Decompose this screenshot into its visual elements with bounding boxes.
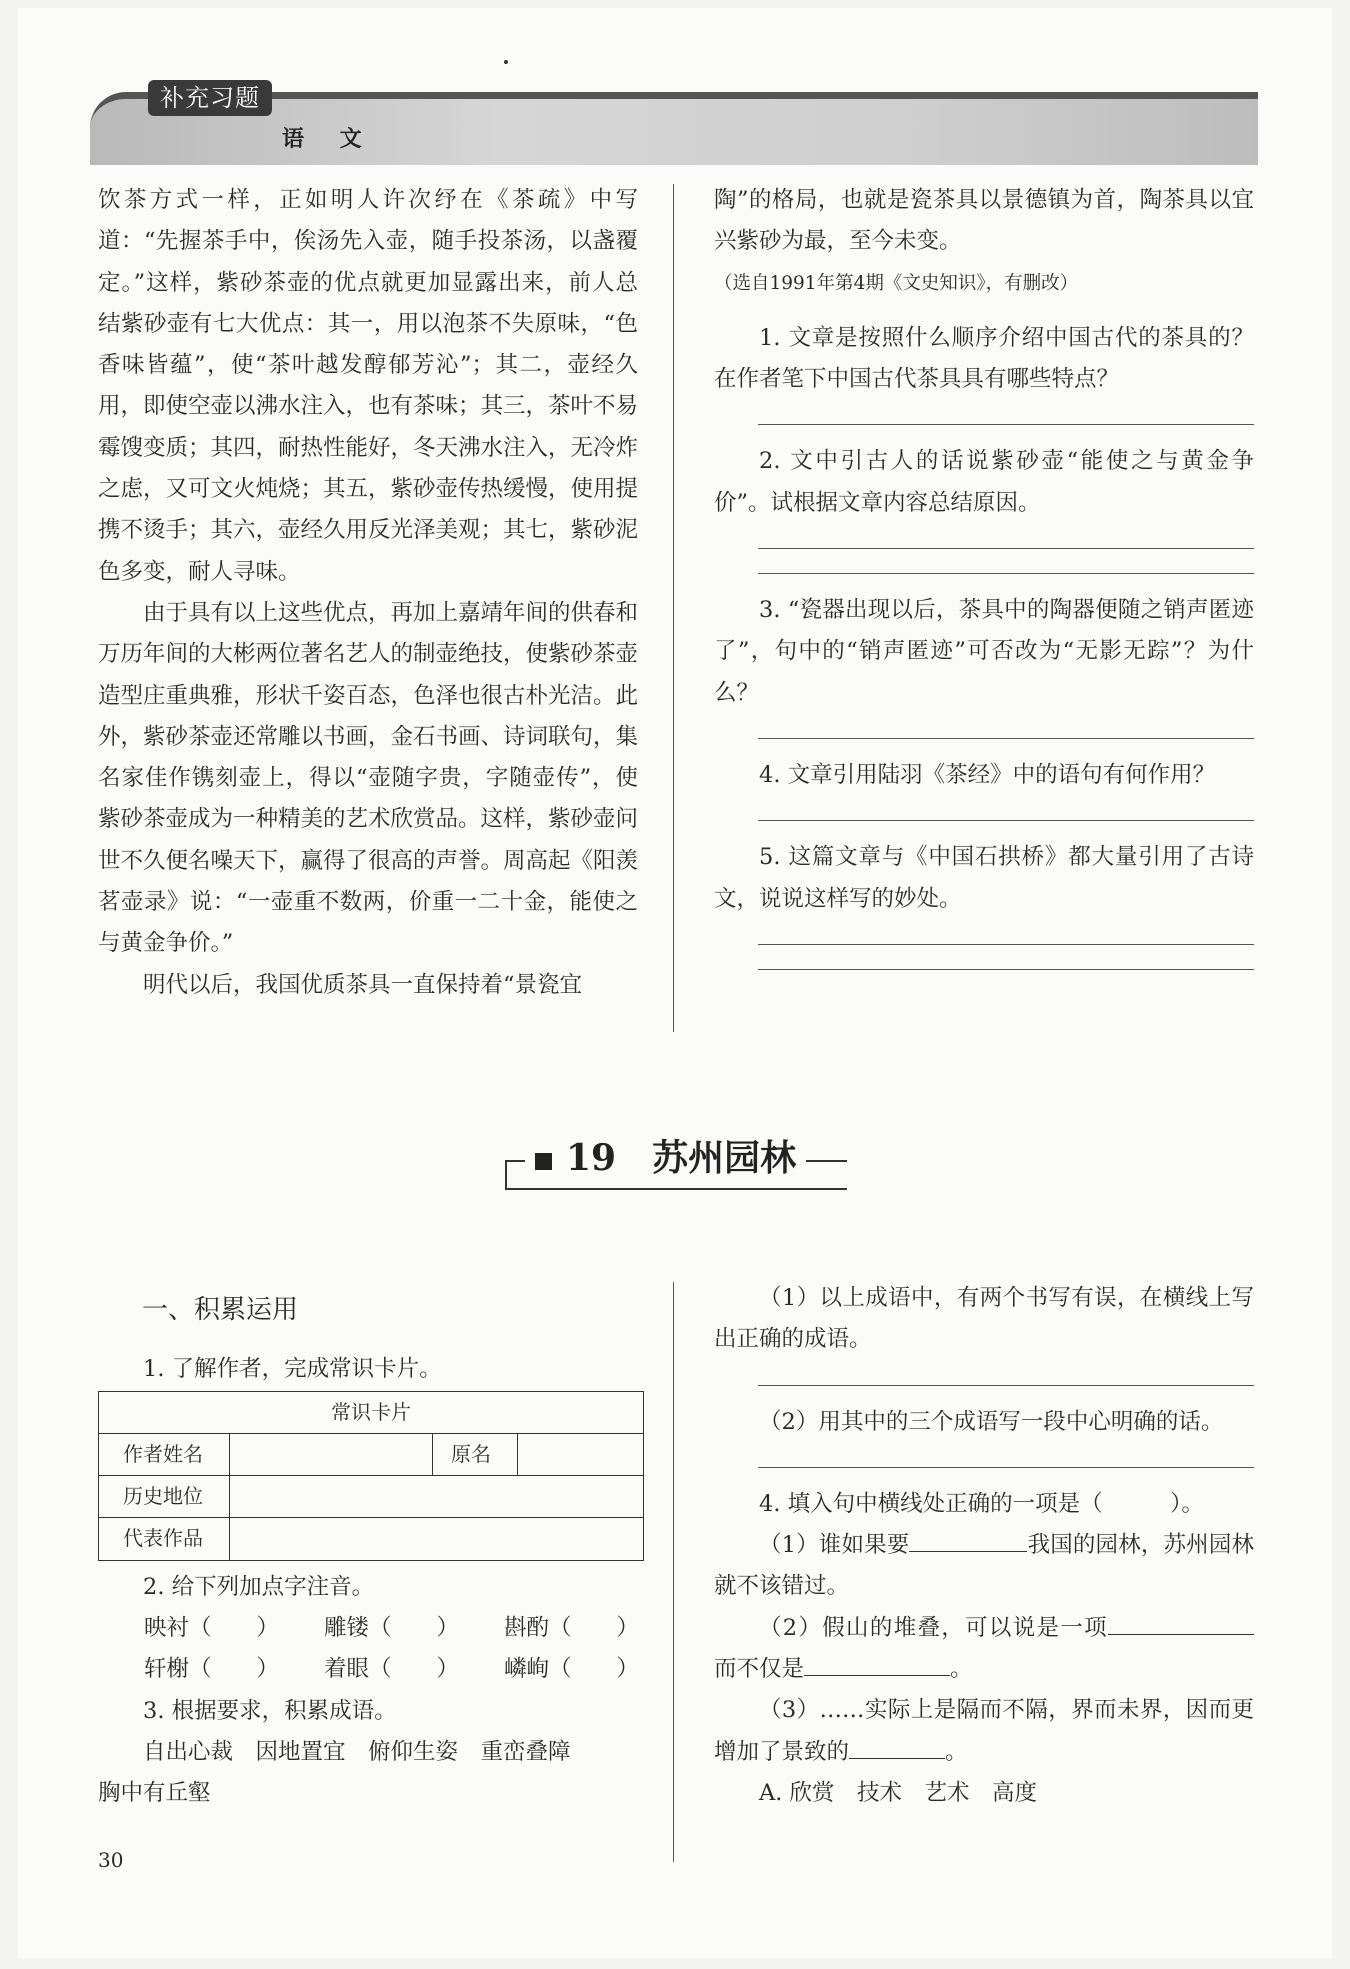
fill-blank[interactable] [849,1734,945,1759]
chapter-heading [505,1130,845,1190]
page-number: 30 [98,1848,124,1872]
pinyin-row [98,1649,639,1690]
pinyin-row [98,1608,639,1649]
answer-line[interactable] [758,548,1254,549]
exercise-q4: 4. 填入句中横线处正确的一项是（ ）。 [759,1490,1204,1517]
article-paragraph: 饮茶方式一样，正如明人许次纾在《茶疏》中写道：“先握茶手中，俟汤先入壶，随手投茶汤，以盏覆定。”这样，紫砂茶壶的优点就更加显露出来，前人总结紫砂壶有七大优点：其一，用以泡茶不失原味，“色香味皆蕴”，使“茶叶越发醇郁芳沁”；其二，壶经久用，即使空壶以沸水注入，也有茶味；其三，茶叶不易霉馊变质；其四，耐热性能好，冬天沸水注入，无冷炸之虑，又可文火炖烧；其五，紫砂壶传热缓慢，使用提携不烫手；其六，壶经久用反光泽美观；其七，紫砂泥色多变，耐人寻味。 [98,187,639,585]
article-paragraph: 明代以后，我国优质茶具一直保持着“景瓷宜 [143,971,583,998]
article-right-column [714,180,1254,986]
exercise-q4-1: （1）谁如果要 我国的园林，苏州园林就不该错过。 [714,1525,1254,1608]
answer-line[interactable] [758,1385,1254,1386]
pinyin-item[interactable]: 嶙峋（ ） [503,1656,639,1683]
idiom-list-last: 胸中有丘壑 [98,1780,211,1807]
header-subject: 语 文 [282,126,376,152]
chapter-name: 苏州园林 [652,1137,797,1179]
exercise-q1: 1. 了解作者，完成常识卡片。 [143,1356,442,1383]
card-author-field[interactable] [230,1433,433,1475]
answer-line[interactable] [758,944,1254,945]
question-5: 5. 这篇文章与《中国石拱桥》都大量引用了古诗文，说说这样写的妙处。 [714,844,1254,912]
pinyin-item[interactable]: 雕镂（ ） [323,1615,459,1642]
card-author-label: 作者姓名 [99,1433,230,1475]
question-3: 3. “瓷器出现以后，茶具中的陶器便随之销声匿迹了”，句中的“销声匿迹”可否改为“无影无踪”？为什么？ [714,597,1254,706]
card-status-field[interactable] [230,1476,644,1518]
question-4: 4. 文章引用陆羽《茶经》中的语句有何作用？ [759,761,1216,788]
knowledge-card [98,1391,644,1561]
pinyin-item[interactable]: 斟酌（ ） [503,1615,639,1642]
fill-blank[interactable] [909,1527,1027,1552]
exercise-q2: 2. 给下列加点字注音。 [143,1573,375,1600]
option-a[interactable]: A. 欣赏 技术 艺术 高度 [759,1779,1038,1806]
column-divider [673,184,674,1032]
pinyin-item[interactable]: 映衬（ ） [144,1615,280,1642]
answer-line[interactable] [758,738,1254,739]
article-source: （选自1991年第4期《文史知识》，有删改） [714,272,1079,294]
header-tab: 补充习题 [148,80,272,116]
card-caption: 常识卡片 [99,1391,644,1433]
exercise-q3: 3. 根据要求，积累成语。 [143,1697,397,1724]
pinyin-item[interactable]: 轩榭（ ） [144,1656,280,1683]
card-status-label: 历史地位 [99,1476,230,1518]
card-original-label: 原名 [433,1433,518,1475]
column-divider [673,1282,674,1862]
card-original-field[interactable] [518,1433,644,1475]
answer-line[interactable] [758,820,1254,821]
exercise-q3-2: （2）用其中的三个成语写一段中心明确的话。 [759,1408,1224,1435]
square-bullet-icon [535,1153,552,1170]
answer-line[interactable] [758,573,1254,574]
fill-blank[interactable] [1108,1610,1254,1635]
card-works-field[interactable] [230,1518,644,1560]
chapter-number: 19 [566,1137,617,1179]
pinyin-item[interactable]: 着眼（ ） [323,1656,459,1683]
question-1: 1. 文章是按照什么顺序介绍中国古代的茶具的？在作者笔下中国古代茶具具有哪些特点？ [714,324,1254,393]
article-continuation: 陶”的格局，也就是瓷茶具以景德镇为首，陶茶具以宜兴紫砂为最，至今未变。 [714,187,1254,255]
question-2: 2. 文中引古人的话说紫砂壶“能使之与黄金争价”。试根据文章内容总结原因。 [714,448,1254,516]
chapter-title [525,1130,806,1181]
idiom-list: 自出心裁 因地置宜 俯仰生姿 重峦叠障 [143,1738,571,1765]
fill-blank[interactable] [804,1651,950,1676]
section-heading: 一、积累运用 [142,1295,299,1325]
exercise-q4-3: （3）……实际上是隔而不隔，界而未界，因而更增加了景致的 。 [714,1697,1254,1765]
article-left-column [98,180,638,1006]
answer-line[interactable] [758,424,1254,425]
answer-line[interactable] [758,969,1254,970]
exercise-q3-1: （1）以上成语中，有两个书写有误，在横线上写出正确的成语。 [714,1285,1254,1353]
exercise-q4-2: （2）假山的堆叠，可以说是一项而不仅是 。 [714,1608,1254,1691]
article-paragraph: 由于具有以上这些优点，再加上嘉靖年间的供春和万历年间的大彬两位著名艺人的制壶绝技，使紫砂茶壶造型庄重典雅，形状千姿百态，色泽也很古朴光洁。此外，紫砂茶壶还常雕以书画，金石书画、诗词联句，集名家佳作镌刻壶上，得以“壶随字贵，字随壶传”，使紫砂茶壶成为一种精美的艺术欣赏品。这样，紫砂壶问世不久便名噪天下，赢得了很高的声誉。周高起《阳羡茗壶录》说：“一壶重不数两，价重一二十金，能使之与黄金争价。” [98,599,639,957]
exercise-left-column [98,1290,644,1815]
ink-speck [504,60,508,64]
answer-line[interactable] [758,1467,1254,1468]
exercise-right-column [714,1278,1254,1814]
card-works-label: 代表作品 [99,1518,230,1560]
